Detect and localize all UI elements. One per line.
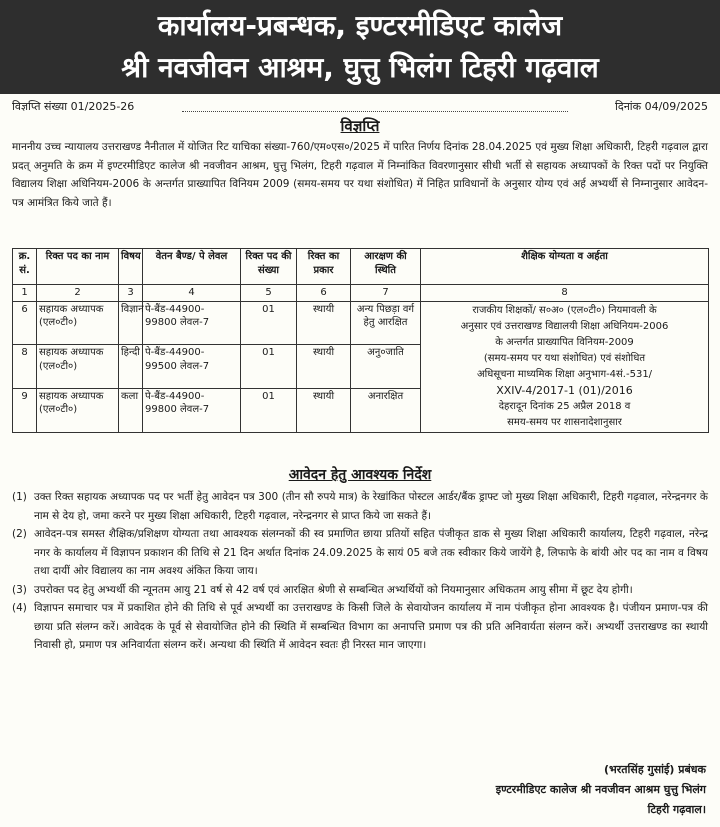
qualification-line: राजकीय शिक्षकों/ स०अ० (एल०टी०) नियमावली के: [472, 304, 657, 316]
qualification-line: देहरादून दिनांक 25 अप्रैल 2018 व: [498, 400, 631, 412]
item-number: (3): [12, 583, 27, 596]
row-count: 01: [241, 301, 297, 345]
qualification-line: (समय-समय पर यथा संशोधित) एवं संशोधित: [483, 352, 646, 364]
header-pay: वेतन बैण्ड/ पे लेवल: [143, 249, 241, 285]
reference-line: [12, 98, 708, 116]
row-count: 01: [241, 345, 297, 389]
column-number: 7: [351, 285, 421, 302]
row-subject: कला: [119, 388, 143, 432]
qualification-line: के अन्तर्गत प्राख्यापित विनियम-2009: [495, 336, 634, 348]
row-pay: पे-बैंड-44900- 99500 लेवल-7: [143, 345, 241, 389]
notice-number: विज्ञप्ति संख्या 01/2025-26: [12, 100, 135, 113]
row-pay: पे-बैंड-44900- 99800 लेवल-7: [143, 301, 241, 345]
row-serial: 6: [13, 301, 37, 345]
notice-date: दिनांक 04/09/2025: [615, 100, 708, 113]
signature-block: [496, 760, 706, 820]
qualification-line: समय-समय पर शासनादेशानुसार: [507, 416, 622, 428]
item-number: (2): [12, 528, 27, 540]
table-header-row: [13, 249, 709, 285]
row-serial: 9: [13, 388, 37, 432]
qualification-line: अधिसूचना माध्यमिक शिक्षा अनुभाग-4सं.-531/: [476, 368, 653, 380]
header-banner: [0, 0, 720, 94]
row-type: स्थायी: [297, 345, 351, 389]
list-item: [12, 488, 708, 525]
row-post: सहायक अध्यापक (एल०टी०): [37, 301, 119, 345]
vacancy-table: [12, 248, 709, 433]
notice-heading-text: विज्ञप्ति: [340, 117, 380, 135]
table-row: [13, 301, 709, 345]
item-text: आवेदन-पत्र समस्त शैक्षिक/प्रशिक्षण योग्यता तथा आवश्यक संलग्नकों की स्व प्रमाणित छाया प्रतियों सहित पंजीकृत डाक से मुख्य शिक्षा अधिकारी कार्यालय, टिहरी गढ़वाल, नरेन्द्र नगर के कार्यालय में विज्ञापन प्रकाशन की तिथि से 21 दिन अर्थात दिनांक 24.09.2025 के सायं 05 बजे तक स्वीकार किये जायेंगे है, लिफाफे के बांयी ओर पद का नाम व विषय तथा दायीं ओर विद्यालय का नाम अवश्य अंकित किया जाय।: [34, 528, 708, 577]
instructions-heading-text: आवेदन हेतु आवश्यक निर्देश: [288, 467, 432, 483]
column-number: 8: [421, 285, 709, 302]
list-item: [12, 525, 708, 581]
row-reservation: अनारक्षित: [351, 388, 421, 432]
dotted-divider: [182, 111, 568, 112]
header-reservation: आरक्षण की स्थिति: [351, 249, 421, 285]
column-number: 5: [241, 285, 297, 302]
row-serial: 8: [13, 345, 37, 389]
qualification-line: अनुसार एवं उत्तराखण्ड विद्यालयी शिक्षा अधिनियम-2006: [460, 320, 669, 332]
row-post: सहायक अध्यापक (एल०टी०): [37, 388, 119, 432]
header-type: रिक्त का प्रकार: [297, 249, 351, 285]
row-type: स्थायी: [297, 388, 351, 432]
signatory-org: इण्टरमीडिएट कालेज श्री नवजीवन आश्रम घुत्तु भिलंग: [495, 783, 706, 796]
notice-heading: [0, 116, 720, 136]
row-type: स्थायी: [297, 301, 351, 345]
instructions-list: [12, 488, 708, 655]
row-post: सहायक अध्यापक (एल०टी०): [37, 345, 119, 389]
row-reservation: अन्य पिछड़ा वर्ग हेतु आरक्षित: [351, 301, 421, 345]
item-text: विज्ञापन समाचार पत्र में प्रकाशित होने की तिथि से पूर्व अभ्यर्थी का उत्तराखण्ड के किसी जिले के सेवायोजन कार्यालय में नाम पंजीकृत होना आवश्यक है। पंजीयन प्रमाण-पत्र की छाया प्रति संलग्न करें। आवेदक के पूर्व से सेवायोजित होने की स्थिति में सम्बन्धित विभाग का अनापत्ति प्रमाण पत्र की प्रति अनिवार्यता संलग्न करें। अभ्यर्थी उत्तराखण्ड का स्थायी निवासी हो, प्रमाण पत्र अनिवार्यता संलग्न करें। अन्यथा की स्थिति में आवेदन स्वतः ही निरस्त मान जाएगा।: [34, 602, 708, 651]
header-serial: क्र. सं.: [13, 249, 37, 285]
row-subject: हिन्दी: [119, 345, 143, 389]
signatory-place: टिहरी गढ़वाल।: [647, 803, 706, 816]
row-count: 01: [241, 388, 297, 432]
header-line-1: कार्यालय-प्रबन्धक, इण्टरमीडिएट कालेज: [157, 9, 563, 42]
signatory-name: (भरतसिंह गुसांई) प्रबंधक: [604, 763, 706, 776]
column-number: 6: [297, 285, 351, 302]
instructions-heading: [0, 465, 720, 485]
row-reservation: अनु०जाति: [351, 345, 421, 389]
row-subject: विज्ञान: [119, 301, 143, 345]
row-pay: पे-बैंड-44900- 99800 लेवल-7: [143, 388, 241, 432]
column-number: 3: [119, 285, 143, 302]
item-number: (1): [12, 491, 27, 503]
column-number-row: [13, 285, 709, 302]
list-item: [12, 581, 708, 600]
qualification-line: XXIV-4/2017-1 (01)/2016: [496, 383, 633, 397]
intro-paragraph: माननीय उच्च न्यायालय उत्तराखण्ड नैनीताल में योजित रिट याचिका संख्या-760/एम०एस०/2025 में पारित निर्णय दिनांक 28.04.2025 एवं मुख्य शिक्षा अधिकारी, टिहरी गढ़वाल द्वारा प्रदत् अनुमति के क्रम में इण्टरमीडिएट कालेज श्री नवजीवन आश्रम, घुत्तु भिलंग, टिहरी गढ़वाल में निम्नांकित विवरणानुसार सीधी भर्ती से सहायक अध्यापकों के रिक्त पदों पर नियुक्ति विद्यालय शिक्षा अधिनियम-2006 के अन्तर्गत प्राख्यापित विनियम 2009 (समय-समय पर यथा संशोधित) में निहित प्राविधानों के अनुसार योग्य एवं अर्ह अभ्यर्थी से निम्नानुसार आवेदन-पत्र आमंत्रित किये जाते हैं।: [12, 141, 708, 209]
column-number: 4: [143, 285, 241, 302]
item-number: (4): [12, 602, 27, 614]
header-count: रिक्त पद की संख्या: [241, 249, 297, 285]
qualification-cell: [421, 301, 709, 432]
item-text: उपरोक्त पद हेतु अभ्यर्थी की न्यूनतम आयु 21 वर्ष से 42 वर्ष एवं आरक्षित श्रेणी से सम्बन्धित अभ्यर्थियों को नियमानुसार अधिकतम आयु सीमा में छूट देय होगी।: [34, 583, 633, 596]
column-number: 1: [13, 285, 37, 302]
list-item: [12, 599, 708, 655]
header-post: रिक्त पद का नाम: [37, 249, 119, 285]
header-subject: विषय: [119, 249, 143, 285]
header-line-2: श्री नवजीवन आश्रम, घुत्तु भिलंग टिहरी गढ़वाल: [121, 51, 599, 84]
header-qualification: शैक्षिक योग्यता व अर्हता: [421, 249, 709, 285]
column-number: 2: [37, 285, 119, 302]
item-text: उक्त रिक्त सहायक अध्यापक पद पर भर्ती हेतु आवेदन पत्र 300 (तीन सौ रुपये मात्र) के रेखांकित पोस्टल आर्डर/बैंक ड्राफ्ट जो मुख्य शिक्षा अधिकारी, टिहरी गढ़वाल, नरेन्द्रनगर के नाम से देय हो, जमा करने पर मुख्य शिक्षा अधिकारी, टिहरी गढ़वाल, नरेन्द्रनगर से प्राप्त किये जा सकते हैं।: [34, 491, 708, 522]
